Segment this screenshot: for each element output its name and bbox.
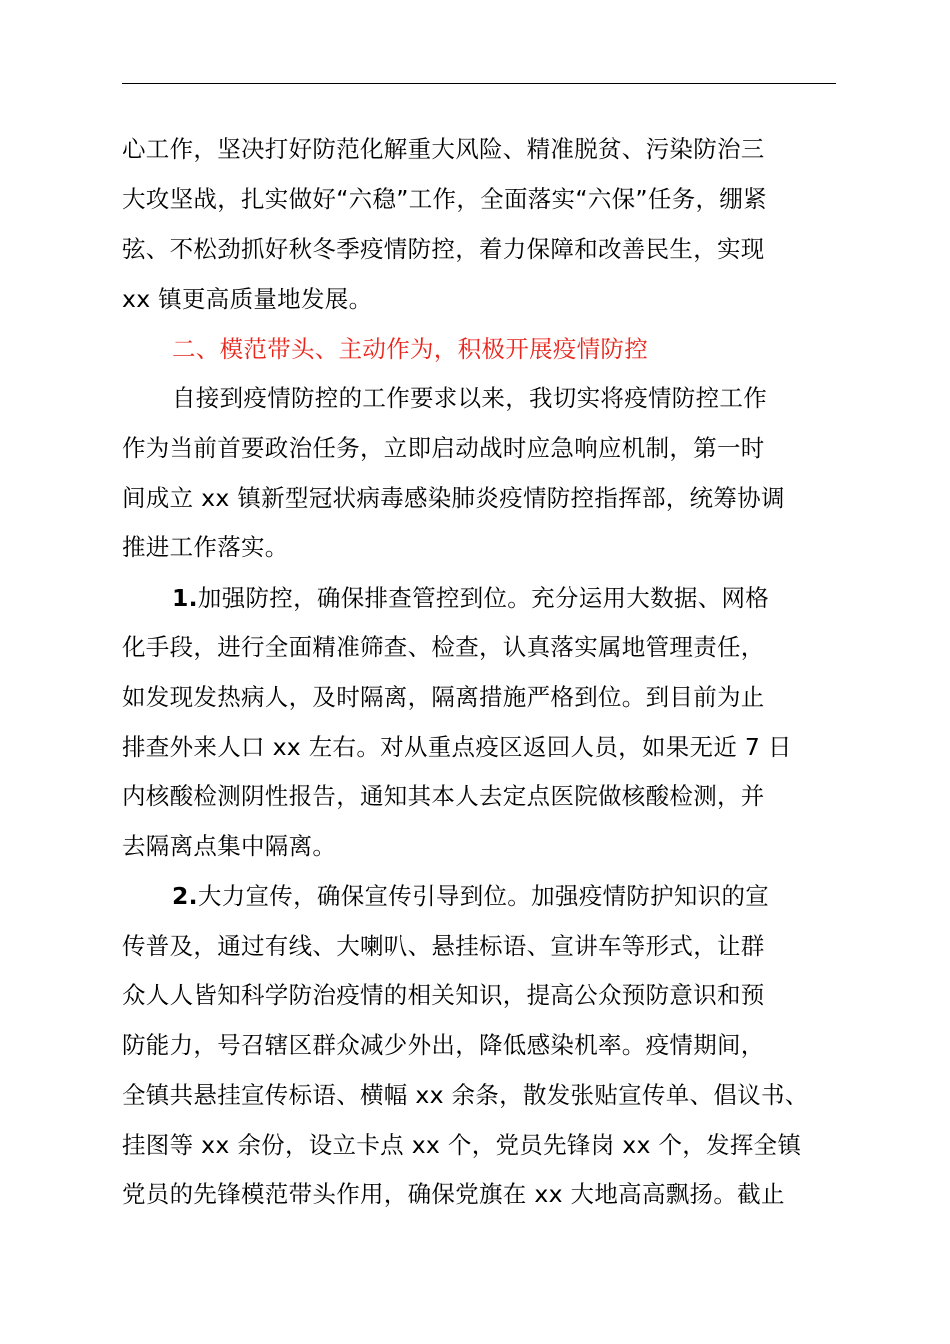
body-line: 心工作，坚决打好防范化解重大风险、精准脱贫、污染防治三 — [122, 135, 765, 163]
body-line: 作为当前首要政治任务，立即启动战时应急响应机制，第一时 — [122, 434, 765, 462]
body-line: 众人人皆知科学防治疫情的相关知识，提高公众预防意识和预 — [122, 981, 765, 1009]
item-number: 1. — [172, 584, 198, 612]
item-number: 2. — [172, 882, 198, 910]
body-line: 如发现发热病人，及时隔离，隔离措施严格到位。到目前为止 — [122, 683, 765, 711]
body-line: 党员的先锋模范带头作用，确保党旗在 xx 大地高高飘扬。截止 — [122, 1180, 785, 1208]
body-line: 传普及，通过有线、大喇叭、悬挂标语、宣讲车等形式，让群 — [122, 932, 765, 960]
item-text: 加强防控，确保排查管控到位。充分运用大数据、网格 — [197, 584, 770, 612]
body-line: 弦、不松劲抓好秋冬季疫情防控，着力保障和改善民生，实现 — [122, 235, 765, 263]
body-line: 自接到疫情防控的工作要求以来，我切实将疫情防控工作 — [172, 384, 767, 412]
body-line: 全镇共悬挂宣传标语、横幅 xx 余条，散发张贴宣传单、倡议书、 — [122, 1081, 809, 1109]
item-text: 大力宣传，确保宣传引导到位。加强疫情防护知识的宣 — [197, 882, 770, 910]
body-line: 推进工作落实。 — [122, 533, 289, 561]
body-line: 去隔离点集中隔离。 — [122, 832, 337, 860]
header-rule — [122, 83, 836, 84]
body-line: 大攻坚战，扎实做好“六稳”工作，全面落实“六保”任务，绷紧 — [122, 185, 767, 213]
body-line: 间成立 xx 镇新型冠状病毒感染肺炎疫情防控指挥部，统筹协调 — [122, 484, 785, 512]
body-line: xx 镇更高质量地发展。 — [122, 285, 373, 313]
section-heading: 二、模范带头、主动作为，积极开展疫情防控 — [172, 335, 648, 363]
body-line: 挂图等 xx 余份，设立卡点 xx 个，党员先锋岗 xx 个，发挥全镇 — [122, 1131, 802, 1159]
body-line: 化手段，进行全面精准筛查、检查，认真落实属地管理责任， — [122, 633, 765, 661]
numbered-item-line — [172, 881, 912, 911]
body-line: 内核酸检测阴性报告，通知其本人去定点医院做核酸检测，并 — [122, 782, 765, 810]
body-line: 防能力，号召辖区群众减少外出，降低感染机率。疫情期间， — [122, 1031, 765, 1059]
numbered-item-line — [172, 583, 912, 613]
body-line: 排查外来人口 xx 左右。对从重点疫区返回人员，如果无近 7 日 — [122, 733, 792, 761]
